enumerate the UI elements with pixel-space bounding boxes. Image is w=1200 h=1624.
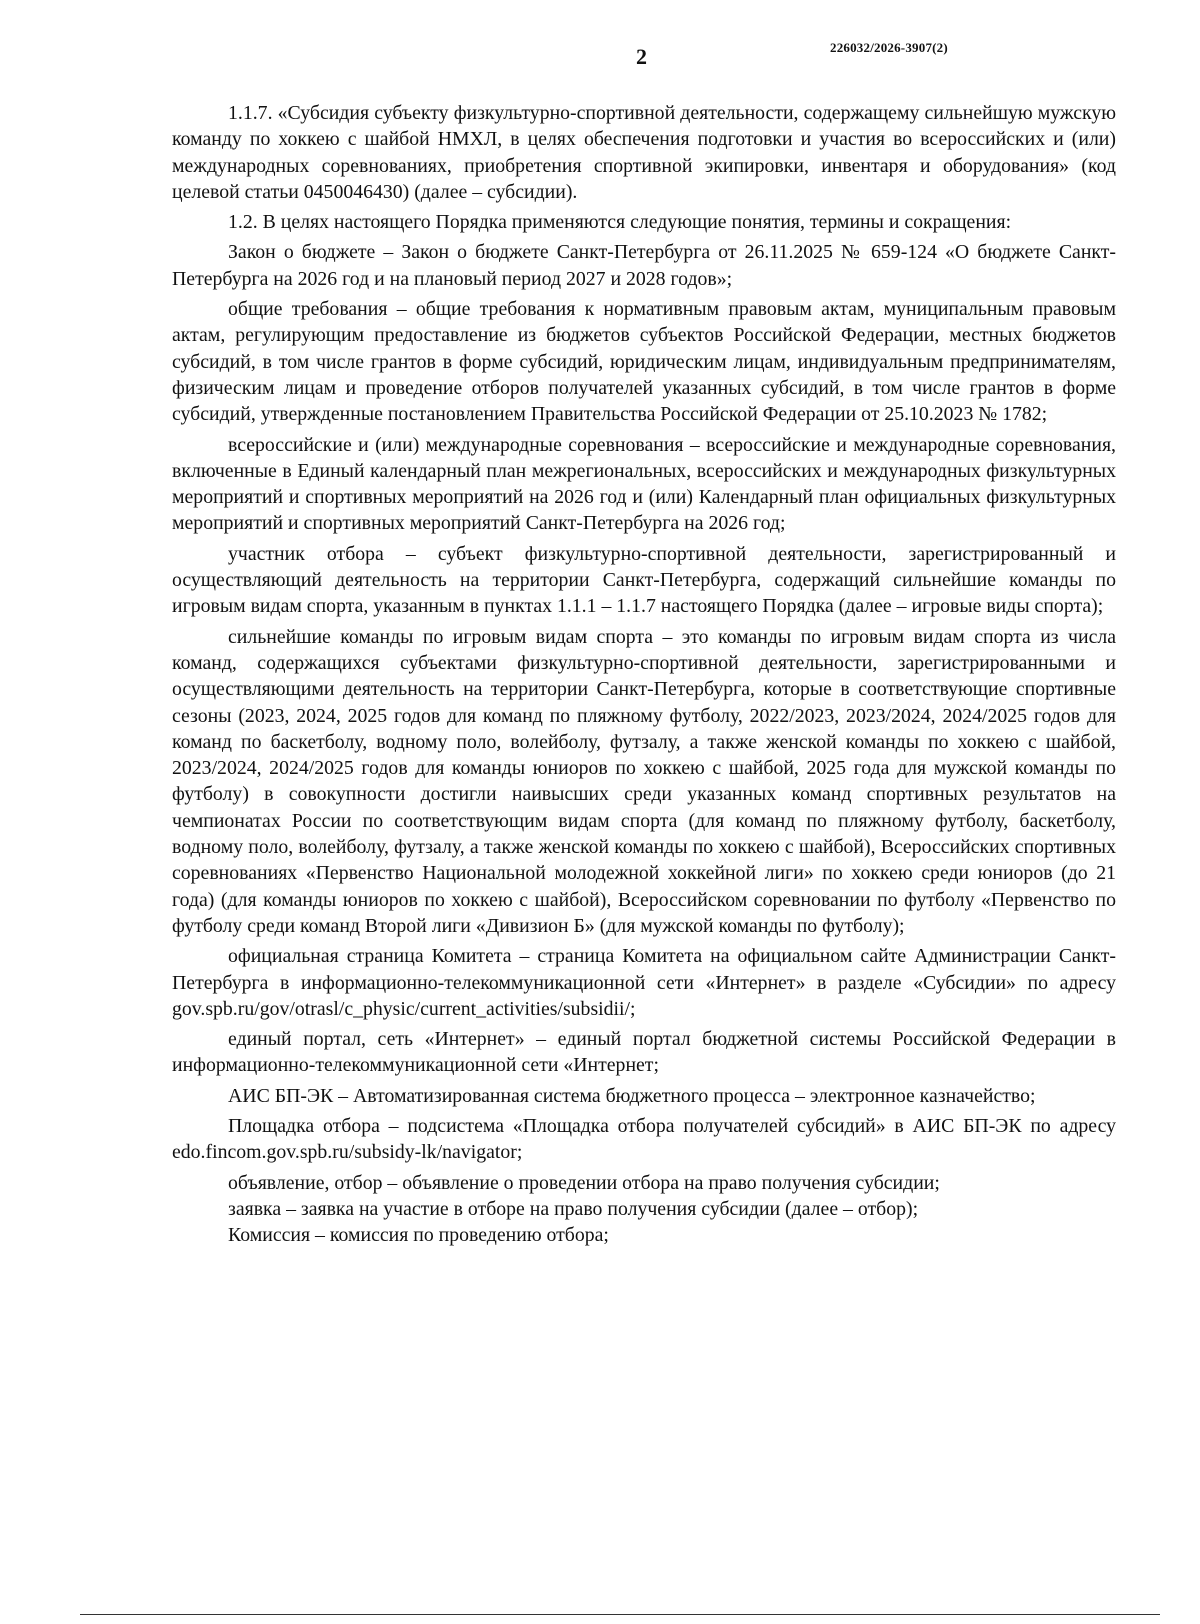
document-body <box>172 100 1116 1248</box>
definition-selection-participant: участник отбора – субъект физкультурно-спортивной деятельности, зарегистрированный и осуществляющий деятельность на территории Санкт-Петербурга, содержащий сильнейшие команды по игровым видам спорта, указанным в пунктах 1.1.1 – 1.1.7 настоящего Порядка (далее – игровые виды спорта); <box>172 542 1116 618</box>
definition-budget-law: Закон о бюджете – Закон о бюджете Санкт-Петербурга от 26.11.2025 № 659-124 «О бюджете Санкт-Петербурга на 2026 год и на плановый период 2027 и 2028 годов»; <box>172 241 1116 290</box>
definition-commission: Комиссия – комиссия по проведению отбора; <box>228 1224 609 1247</box>
paragraph-1-2: 1.2. В целях настоящего Порядка применяются следующие понятия, термины и сокращения: <box>228 211 1012 234</box>
definition-official-page: официальная страница Комитета – страница Комитета на официальном сайте Администрации Санкт-Петербурга в информационно-телекоммуникационной сети «Интернет» в разделе «Субсидии» по адресу gov.spb.ru/gov/otrasl/c_physic/current_activities/subsidii/; <box>172 945 1116 1020</box>
definition-general-requirements: общие требования – общие требования к нормативным правовым актам, муниципальным правовым актам, регулирующим предоставление из бюджетов субъектов Российской Федерации, местных бюджетов субсидий, в том числе грантов в форме субсидий, юридическим лицам, индивидуальным предпринимателям, физическим лицам и проведение отборов получателей указанных субсидий, в том числе грантов в форме субсидий, утвержденные постановлением Правительства Российской Федерации от 25.10.2023 № 1782; <box>172 298 1116 426</box>
paragraph-1-1-7: 1.1.7. «Субсидия субъекту физкультурно-спортивной деятельности, содержащему сильнейшую мужскую команду по хоккею с шайбой НМХЛ, в целях обеспечения подготовки и участия во всероссийских и (или) международных соревнованиях, приобретения спортивной экипировки, инвентаря и оборудования» (код целевой статьи 0450046430) (далее – субсидии). <box>172 102 1116 203</box>
definition-ais-bp-ek: АИС БП-ЭК – Автоматизированная система бюджетного процесса – электронное казначейство; <box>228 1084 1036 1107</box>
definition-competitions: всероссийские и (или) международные соревнования – всероссийские и международные соревнования, включенные в Единый календарный план межрегиональных, всероссийских и международных физкультурных мероприятий и спортивных мероприятий на 2026 год и (или) Календарный план официальных физкультурных мероприятий и спортивных мероприятий Санкт-Петербурга на 2026 год; <box>172 433 1116 535</box>
definition-unified-portal: единый портал, сеть «Интернет» – единый портал бюджетной системы Российской Федерации в информационно-телекоммуникационной сети «Интернет; <box>172 1028 1116 1077</box>
definition-application: заявка – заявка на участие в отборе на право получения субсидии (далее – отбор); <box>228 1197 919 1220</box>
definition-strongest-teams: сильнейшие команды по игровым видам спорта – это команды по игровым видам спорта из числа команд, содержащихся субъектами физкультурно-спортивной деятельности, зарегистрированными и осуществляющими деятельность на территории Санкт-Петербурга, которые в соответствующие спортивные сезоны (2023, 2024, 2025 годов для команд по пляжному футболу, 2022/2023, 2023/2024, 2024/2025 годов для команд по баскетболу, водному поло, волейболу, футзалу, а также женской команды по хоккею с шайбой, 2023/2024, 2024/2025 годов для команды юниоров по хоккею с шайбой, 2025 года для мужской команды по футболу) в совокупности достигли наивысших среди указанных команд спортивных результатов на чемпионатах России по соответствующим видам спорта (для команд по пляжному футболу, баскетболу, водному поло, волейболу, футзалу, а также женской команды по хоккею с шайбой), Всероссийских спортивных соревнованиях «Первенство Национальной молодежной хоккейной лиги» по хоккею среди юниоров (до 21 года) (для команды юниоров по хоккею с шайбой), Всероссийском соревновании по футболу «Первенство по футболу среди команд Второй лиги «Дивизион Б» (для мужской команды по футболу); <box>172 625 1116 937</box>
definition-selection-platform: Площадка отбора – подсистема «Площадка отбора получателей субсидий» в АИС БП-ЭК по адресу edo.fincom.gov.spb.ru/subsidy-lk/navigator; <box>172 1114 1116 1164</box>
document-registration-code: 226032/2026-3907(2) <box>830 40 948 55</box>
page-number: 2 <box>636 44 647 69</box>
bottom-scan-edge-line <box>80 1614 1160 1615</box>
definition-announcement: объявление, отбор – объявление о проведении отбора на право получения субсидии; <box>228 1171 940 1194</box>
